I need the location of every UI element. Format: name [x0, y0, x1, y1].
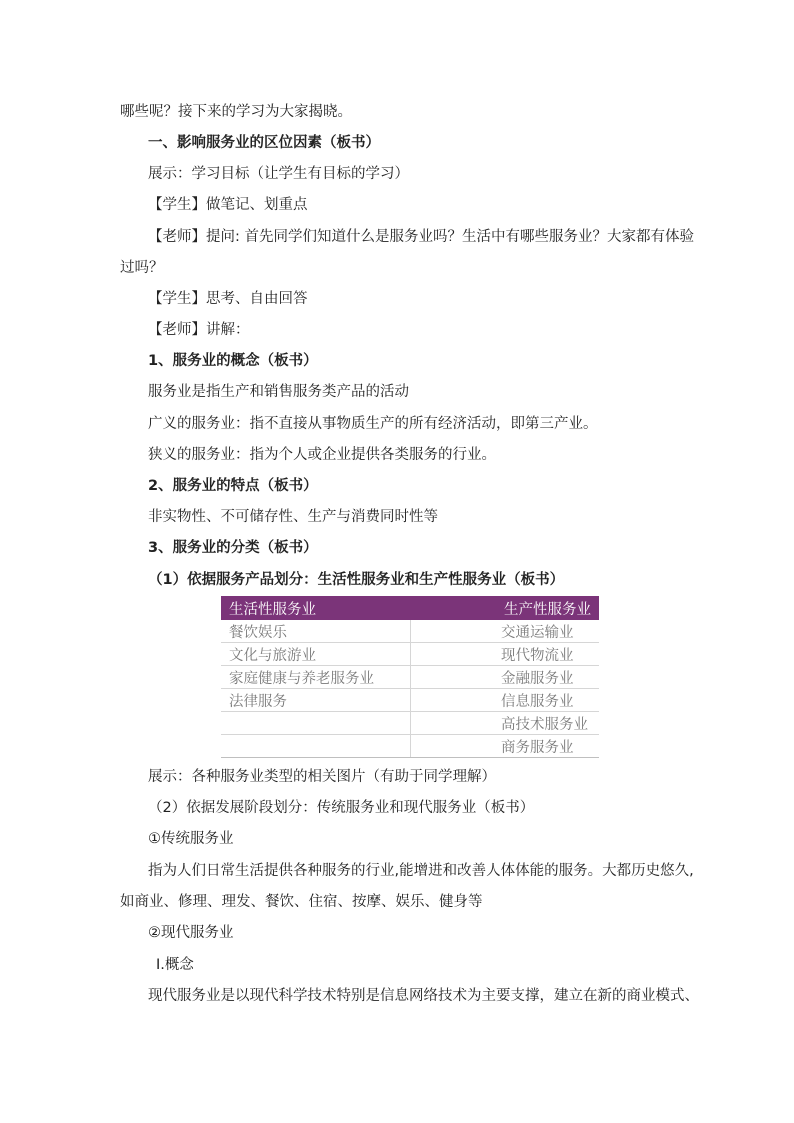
table-row [221, 735, 599, 758]
subheading: 3、服务业的分类（板书） [148, 540, 318, 556]
text-line: 展示：学习目标（让学生有目标的学习） [148, 166, 409, 182]
table-cell: 高技术服务业 [411, 712, 600, 735]
text-line: 狭义的服务业：指为个人或企业提供各类服务的行业。 [148, 447, 496, 463]
table-cell: 家庭健康与养老服务业 [221, 666, 411, 689]
table-header-row [221, 596, 599, 620]
text-line: 【学生】做笔记、划重点 [148, 197, 308, 213]
column-header: 生活性服务业 [221, 596, 411, 620]
table-cell: 信息服务业 [411, 689, 600, 712]
table-cell: 金融服务业 [411, 666, 600, 689]
service-classification-table [221, 596, 599, 758]
table-row [221, 712, 599, 735]
text-line: 非实物性、不可储存性、生产与消费同时性等 [148, 509, 438, 525]
table-cell [221, 735, 411, 758]
text-line: 过吗？ [120, 260, 164, 276]
text-line: Ⅰ.概念 [156, 957, 194, 973]
text-line: 如商业、修理、理发、餐饮、住宿、按摩、娱乐、健身等 [120, 894, 483, 910]
table-row [221, 666, 599, 689]
text-line: 【学生】思考、自由回答 [148, 291, 308, 307]
text-line: （2）依据发展阶段划分：传统服务业和现代服务业（板书） [148, 800, 535, 816]
table-row [221, 643, 599, 666]
table-row [221, 689, 599, 712]
column-header: 生产性服务业 [411, 596, 600, 620]
subheading: 1、服务业的概念（板书） [148, 353, 318, 369]
text-line: ①传统服务业 [148, 831, 234, 847]
text-line: 【老师】提问: 首先同学们知道什么是服务业吗？生活中有哪些服务业？大家都有体验 [148, 229, 694, 245]
table-cell: 法律服务 [221, 689, 411, 712]
table-cell: 现代物流业 [411, 643, 600, 666]
table-cell: 商务服务业 [411, 735, 600, 758]
text-line: 广义的服务业：指不直接从事物质生产的所有经济活动，即第三产业。 [148, 416, 598, 432]
text-line: 哪些呢？接下来的学习为大家揭晓。 [120, 104, 352, 120]
text-line: 展示：各种服务业类型的相关图片（有助于同学理解） [148, 769, 496, 785]
text-line: 指为人们日常生活提供各种服务的行业,能增进和改善人体体能的服务。大都历史悠久, [148, 863, 694, 879]
text-line: 现代服务业是以现代科学技术特别是信息网络技术为主要支撑，建立在新的商业模式、 [148, 988, 699, 1004]
table-row [221, 620, 599, 643]
text-line: 服务业是指生产和销售服务类产品的活动 [148, 384, 409, 400]
subheading: 2、服务业的特点（板书） [148, 478, 318, 494]
table-cell: 文化与旅游业 [221, 643, 411, 666]
table-cell: 餐饮娱乐 [221, 620, 411, 643]
section-heading: 一、影响服务业的区位因素（板书） [148, 135, 380, 151]
text-line: ②现代服务业 [148, 925, 234, 941]
text-line: 【老师】讲解： [148, 322, 250, 338]
table-cell: 交通运输业 [411, 620, 600, 643]
table-cell [221, 712, 411, 735]
subheading: （1）依据服务产品划分：生活性服务业和生产性服务业（板书） [148, 572, 565, 588]
